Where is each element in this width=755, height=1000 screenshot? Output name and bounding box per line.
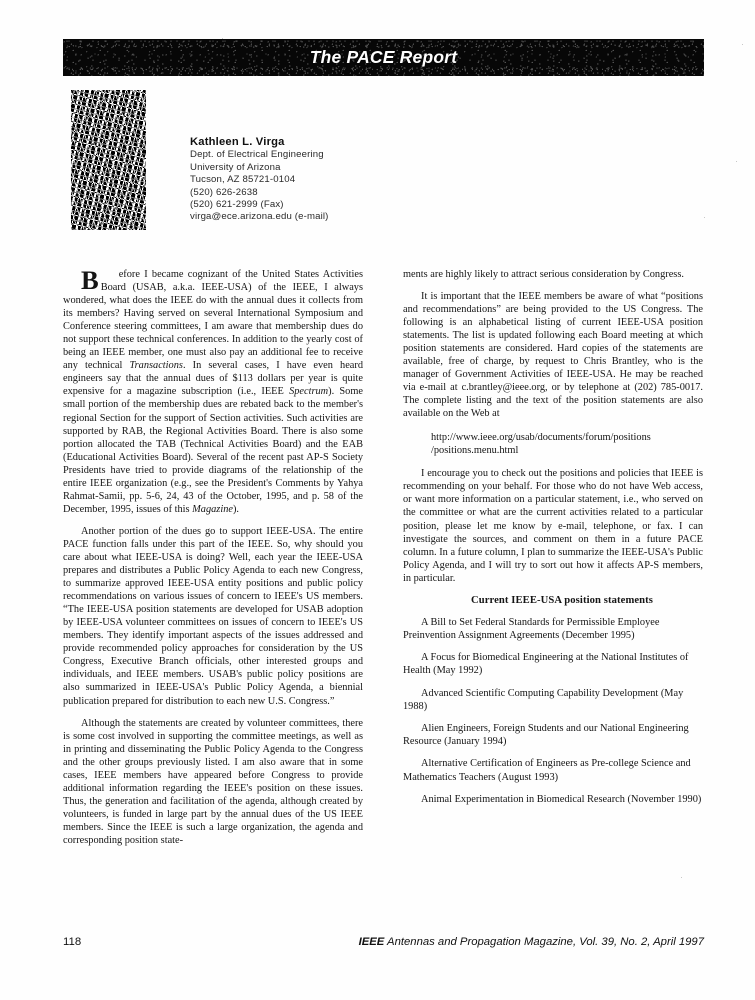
footer-journal-citation: [359, 936, 704, 948]
paragraph-intro-text-d: ).: [232, 503, 239, 515]
scan-speckle: [736, 161, 737, 162]
position-statement-item: Advanced Scientific Computing Capability Development (May 1988): [403, 687, 684, 712]
author-email: virga@ece.arizona.edu (e-mail): [190, 211, 329, 223]
author-department: Dept. of Electrical Engineering: [190, 149, 324, 161]
paragraph-congress-continuation: ments are highly likely to attract serious consideration by Congress.: [403, 269, 684, 280]
paragraph-intro-text-c: ). Some small portion of the membership dues are rebated back to the member's regional Section for the support of Section activities. Such activities are supported by RAB, the Regional Activities Board. There is also some portion allocated the TAB (Technical Activities Board) and the EAB (Educational Activities Board). Several of the recent past AP-S Society Presidents have tried to provide diagrams of the relationship of the entire IEEE organization (e.g., see the President's Comments by Yahya Rahmat-Samii, pp. 5-6, 24, 43 of the October, 1995, and p. 58 of the December, 1995, issues of this: [63, 386, 363, 515]
section-heading-position-statements: Current IEEE-USA position statements: [470, 594, 654, 606]
author-photo-grain-overlay: [71, 90, 146, 230]
masthead-banner: [63, 39, 704, 76]
body-column-left: [63, 265, 363, 856]
scan-speckle: [704, 217, 705, 218]
paragraph-intro-italic-1: Transactions: [129, 360, 183, 372]
author-block: [190, 136, 420, 224]
position-statement-item: A Focus for Biomedical Engineering at the National Institutes of Health (May 1992): [403, 652, 689, 677]
footer-page-number: 118: [63, 936, 82, 948]
position-statement-item: Alien Engineers, Foreign Students and our National Engineering Resource (January 1994): [403, 723, 689, 748]
web-url-line-2[interactable]: /positions.menu.html: [431, 444, 519, 456]
web-url-block[interactable]: [403, 431, 703, 458]
scan-speckle: [742, 44, 743, 45]
footer-journal-acronym: IEEE: [358, 936, 385, 948]
paragraph-intro-italic-2: Spectrum: [289, 386, 329, 398]
paragraph-volunteer-committees: Although the statements are created by volunteer committees, there is some cost involved in supporting the committee meetings, as well as in printing and disseminating the Public Policy Agenda to the Congress and the other groups previously listed. I am also aware that in some cases, IEEE members have appeared before Congress to provide additional information regarding the IEEE's position on these issues. Thus, the generation and facilitation of the agenda, although created by volunteers, is funded in large part by the annual dues of the US IEEE members. Since the IEEE is such a large organization, the agenda and corresponding position state-: [63, 717, 363, 846]
paragraph-dues-ieee-usa: Another portion of the dues go to support IEEE-USA. The entire PACE function falls under this part of the IEEE. So, why should you care about what IEEE-USA is doing? Well, each year the IEEE-USA prepares and distributes a Public Policy Agenda to each new Congress, to summarize approved IEEE-USA entity positions and public policy recommendations on various issues of concern to IEEE's US members. “The IEEE-USA position statements are developed for USAB adoption by IEEE-USA volunteer committees on issues of concern to IEEE's US members. They identify important aspects of the issues addressed and provide recommended policy approaches for consideration by the US Congress, Executive Branch officials, other interested groups and individuals, and IEEE members. USAB's public policy positions are also summarized in IEEE-USA's Public Policy Agenda, a biennial publication prepared for distribution to each new U.S. Congress.”: [63, 525, 363, 707]
drop-cap-letter: B: [81, 265, 99, 295]
footer-journal-details: Antennas and Propagation Magazine, Vol. 39, No. 2, April 1997: [384, 936, 704, 948]
author-institution: University of Arizona: [190, 161, 281, 173]
scan-speckle: [222, 38, 223, 39]
paragraph-intro-text-b: . In several cases, I have even heard engineers say that the annual dues of $113 dollars per year is quite expensive for a magazine subscription (i.e., IEEE: [63, 360, 363, 398]
author-photo: [71, 90, 146, 230]
paragraph-intro-italic-3: Magazine: [192, 503, 233, 515]
paragraph-positions-awareness: It is important that the IEEE members be aware of what “positions and recommendations” are being provided to the US Congress. The following is an alphabetical listing of current IEEE-USA position statements. The list is updated following each Board meeting at which position statements are considered. Hard copies of the statements are available, free of charge, by request to Chris Brantley, who is the manager of Government Activities of IEEE-USA. He may be reached via e-mail at c.brantley@ieee.org, or by telephone at (202) 785-0017. The complete listing and the text of the position statements are also available on the Web at: [403, 291, 703, 420]
paragraph-intro: [63, 265, 363, 516]
paragraph-intro-text-a: efore I became cognizant of the United States Activities Board (USAB, a.k.a. IEEE-USA) of the IEEE, I always wondered, what does the IEEE do with the annual dues it collects from its members? Having served on several International Symposium and Conference steering committees, I am aware that membership dues do not support these technical conferences. In addition to the yearly cost of being an IEEE member, one must also pay an additional fee to receive any technical: [63, 269, 363, 372]
position-statement-item: Alternative Certification of Engineers as Pre-college Science and Mathematics Teachers (August 1993): [403, 758, 691, 783]
scan-speckle: [681, 877, 682, 878]
paragraph-encouragement: I encourage you to check out the positions and policies that IEEE is recommending on your behalf. For those who do not have Web access, or want more information on a particular statement, i.e., who served on the committee or what are the current activities related to a particular position, please let me know by e-mail, telephone, or fax. I can investigate the sources, and comment on them in a future PACE column. In a future column, I plan to summarize the IEEE-USA's Public Policy Agenda, and I will try to sort out how it affects AP-S members, in particular.: [403, 468, 703, 584]
position-statement-item: Animal Experimentation in Biomedical Research (November 1990): [421, 793, 702, 805]
author-address: Tucson, AZ 85721-0104: [190, 174, 296, 186]
banner-title: The PACE Report: [309, 47, 458, 67]
position-statement-item: A Bill to Set Federal Standards for Permissible Employee Preinvention Assignment Agreements (December 1995): [403, 616, 660, 641]
body-column-right: [403, 268, 703, 815]
page-footer: [63, 936, 704, 952]
web-url-line-1[interactable]: http://www.ieee.org/usab/documents/forum/positions: [431, 431, 651, 443]
author-fax: (520) 621-2999 (Fax): [190, 199, 284, 211]
author-name: Kathleen L. Virga: [190, 136, 285, 148]
author-phone: (520) 626-2638: [190, 186, 258, 198]
